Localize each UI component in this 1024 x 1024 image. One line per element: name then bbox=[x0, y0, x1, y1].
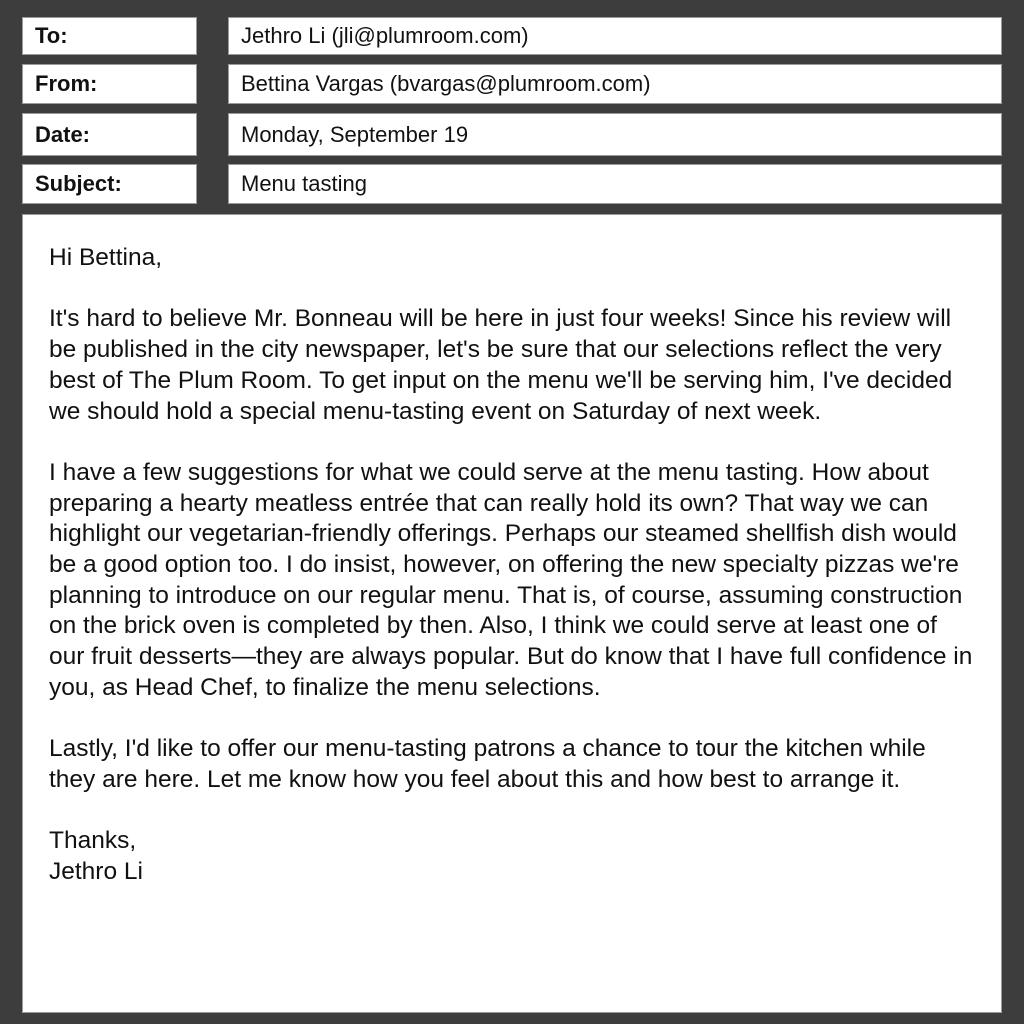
from-field: Bettina Vargas (bvargas@plumroom.com) bbox=[228, 64, 1002, 104]
body-paragraph: It's hard to believe Mr. Bonneau will be here in just four weeks! Since his review will be published in the city newspaper, let's be sure that our selections reflect the very best of The Plum Room. To get input on the menu we'll be serving him, I've decided we should hold a special menu-tasting event on Saturday of next week. bbox=[49, 305, 953, 425]
subject-label: Subject: bbox=[22, 164, 197, 204]
from-label: From: bbox=[22, 64, 197, 104]
date-label: Date: bbox=[22, 113, 197, 156]
greeting: Hi Bettina, bbox=[49, 244, 163, 271]
body-paragraph: I have a few suggestions for what we could serve at the menu tasting. How about preparing a hearty meatless entrée that can really hold its own? That way we can highlight our vegetarian-friendly offerings. Perhaps our steamed shellfish dish would be a good option too. I do insist, however, on offering the new specialty pizzas we're planning to introduce on our regular menu. That is, of course, assuming construction on the brick oven is completed by then. Also, I think we could serve at least one of our fruit desserts—they are always popular. But do know that I have full confidence in you, as Head Chef, to finalize the menu selections. bbox=[49, 458, 973, 701]
subject-field: Menu tasting bbox=[228, 164, 1002, 204]
email-body bbox=[22, 214, 1002, 1013]
to-label: To: bbox=[22, 17, 197, 55]
closing: Thanks, bbox=[49, 827, 137, 855]
body-paragraph: Lastly, I'd like to offer our menu-tasting patrons a chance to tour the kitchen while they are here. Let me know how you feel about this and how best to arrange it. bbox=[49, 735, 926, 793]
signature: Jethro Li bbox=[49, 858, 143, 885]
to-field: Jethro Li (jli@plumroom.com) bbox=[228, 17, 1002, 55]
date-field: Monday, September 19 bbox=[228, 113, 1002, 156]
